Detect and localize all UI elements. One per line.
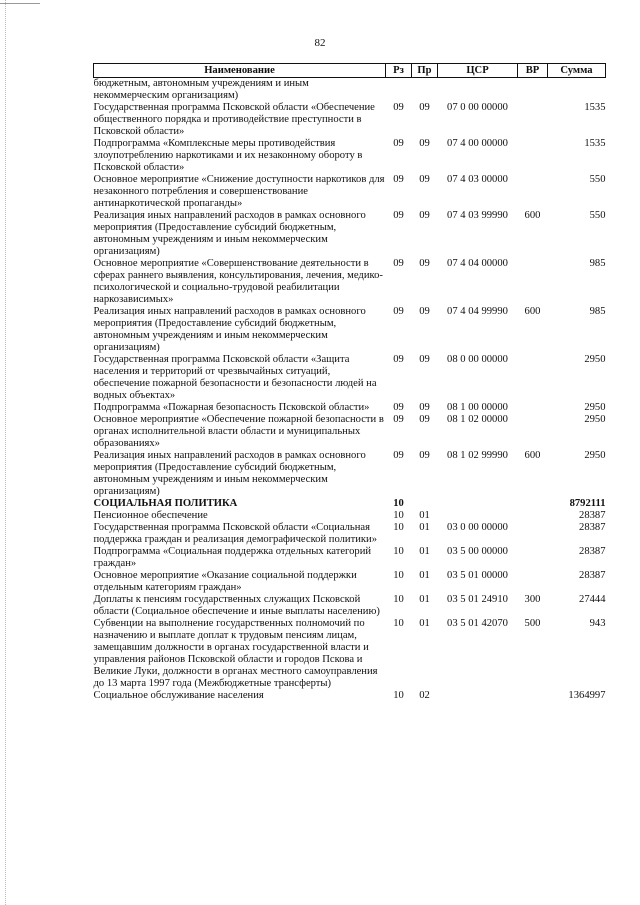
column-header-pr: Пр [412,64,438,78]
page-number: 82 [314,37,326,49]
cell-rz: 09 [393,174,404,185]
column-header-csr: ЦСР [438,64,518,78]
table-row [94,618,606,690]
cell-csr: 07 4 03 00000 [447,174,508,185]
cell-pr [412,498,438,510]
cell-vr [518,510,548,522]
cell-vr: 300 [524,594,541,605]
cell-vr [518,522,548,546]
cell-csr: 03 0 00 00000 [447,522,508,533]
cell-name: Реализация иных направлений расходов в рамках основного мероприятия (Предоставление субсидий бюджетным, автономным учреждениям и иным некоммерческим организациям) [93,450,366,497]
cell-csr [438,510,518,522]
cell-name: Государственная программа Псковской области «Защита населения и территорий от чрезвычайных ситуаций, обеспечение пожарной безопасности и безопасности людей на водных объектах» [93,354,377,401]
cell-sum: 8792111 [569,498,606,509]
cell-csr: 08 1 02 00000 [447,414,508,425]
cell-vr [518,174,548,210]
cell-vr [518,546,548,570]
cell-rz: 09 [393,258,404,269]
cell-pr: 09 [419,174,430,185]
cell-pr: 01 [419,522,430,533]
cell-pr: 09 [419,402,430,413]
cell-vr [518,138,548,174]
cell-csr [438,78,518,103]
cell-pr: 09 [419,414,430,425]
column-header-name: Наименование [94,64,386,78]
cell-vr [518,570,548,594]
scan-corner-mark [0,3,40,4]
cell-name: СОЦИАЛЬНАЯ ПОЛИТИКА [93,498,238,509]
cell-rz: 09 [393,450,404,461]
cell-rz: 10 [393,510,404,521]
cell-name: Доплаты к пенсиям государственных служащих Псковской области (Социальное обеспечение и иные выплаты населению) [93,594,380,617]
cell-sum: 985 [589,306,606,317]
column-header-vr: ВР [518,64,548,78]
cell-rz: 09 [393,138,404,149]
cell-name: Основное мероприятие «Совершенствование деятельности в сферах раннего выявления, консультирования, лечения, медико-психологической и социально-трудовой реабилитации наркозависимых» [93,258,383,305]
cell-sum: 2950 [584,402,606,413]
table-row [94,258,606,306]
cell-rz: 10 [393,570,404,581]
cell-sum: 2950 [584,414,606,425]
cell-csr: 03 5 01 24910 [447,594,508,605]
cell-pr: 02 [419,690,430,701]
table-header-row [94,64,606,78]
cell-csr [438,498,518,510]
cell-name: бюджетным, автономным учреждениям и иным некоммерческим организациям) [93,78,309,101]
cell-csr: 07 4 04 00000 [447,258,508,269]
cell-rz: 10 [393,690,404,701]
cell-sum: 550 [589,174,606,185]
cell-rz: 10 [393,522,404,533]
cell-rz: 09 [393,354,404,365]
cell-sum: 27444 [579,594,606,605]
cell-pr: 01 [419,546,430,557]
cell-sum [548,78,606,103]
cell-vr [518,402,548,414]
table-row [94,354,606,402]
cell-vr [518,690,548,702]
cell-pr: 09 [419,210,430,221]
cell-csr: 08 1 02 99990 [447,450,508,461]
cell-name: Основное мероприятие «Обеспечение пожарной безопасности в органах исполнительной власти области и муниципальных образованиях» [93,414,384,449]
cell-rz [386,78,412,103]
cell-sum: 550 [589,210,606,221]
cell-csr: 07 0 00 00000 [447,102,508,113]
cell-sum: 2950 [584,354,606,365]
table-row [94,510,606,522]
column-header-rz: Рз [386,64,412,78]
cell-rz: 10 [393,594,404,605]
cell-rz: 09 [393,102,404,113]
cell-csr: 03 5 00 00000 [447,546,508,557]
cell-vr [518,498,548,510]
cell-sum: 2950 [584,450,606,461]
table-row [94,210,606,258]
cell-sum: 28387 [579,570,606,581]
cell-vr [518,102,548,138]
cell-vr [518,258,548,306]
cell-sum: 1535 [584,102,606,113]
cell-vr [518,78,548,103]
cell-vr: 600 [524,306,541,317]
cell-vr: 600 [524,450,541,461]
cell-pr [412,78,438,103]
table-row [94,402,606,414]
cell-csr: 07 4 03 99990 [447,210,508,221]
cell-name: Основное мероприятие «Оказание социальной поддержки отдельным категориям граждан» [93,570,357,593]
cell-sum: 28387 [579,522,606,533]
cell-name: Основное мероприятие «Снижение доступности наркотиков для незаконного потребления и совершенствование антинаркотической пропаганды» [93,174,385,209]
cell-name: Социальное обслуживание населения [93,690,264,701]
cell-rz: 09 [393,402,404,413]
cell-pr: 09 [419,450,430,461]
table-row [94,546,606,570]
table-row [94,414,606,450]
table-row [94,102,606,138]
column-header-sum: Сумма [548,64,606,78]
cell-rz: 09 [393,414,404,425]
cell-sum: 943 [589,618,606,629]
cell-name: Субвенции на выполнение государственных полномочий по назначению и выплате доплат к трудовым пенсиям лицам, замещавшим должности в органах государственной власти и управления районов Псковской области и городов Пскова и Великие Луки, должности в органах местного самоуправления до 13 марта 1997 года (Межбюджетные трансферты) [93,618,378,689]
cell-sum: 985 [589,258,606,269]
cell-pr: 01 [419,570,430,581]
cell-csr: 07 4 00 00000 [447,138,508,149]
cell-rz: 09 [393,210,404,221]
table-body [94,78,606,703]
cell-name: Подпрограмма «Пожарная безопасность Псковской области» [93,402,370,413]
cell-name: Государственная программа Псковской области «Обеспечение общественного порядка и противодействие преступности в Псковской области» [93,102,375,137]
cell-pr: 01 [419,510,430,521]
cell-csr: 08 1 00 00000 [447,402,508,413]
cell-pr: 09 [419,102,430,113]
cell-sum: 1535 [584,138,606,149]
cell-csr [438,690,518,702]
cell-csr: 03 5 01 42070 [447,618,508,629]
table-row [94,174,606,210]
table-row [94,306,606,354]
table-row [94,138,606,174]
cell-sum: 28387 [579,546,606,557]
table-row [94,690,606,702]
budget-table [93,63,606,702]
scan-edge-line [5,0,6,905]
table-row [94,450,606,498]
cell-pr: 01 [419,594,430,605]
cell-csr: 03 5 01 00000 [447,570,508,581]
cell-rz: 10 [393,618,404,629]
cell-name: Реализация иных направлений расходов в рамках основного мероприятия (Предоставление субсидий бюджетным, автономным учреждениям и иным некоммерческим организациям) [93,210,366,257]
table-row [94,498,606,510]
cell-pr: 09 [419,354,430,365]
cell-vr [518,414,548,450]
cell-name: Пенсионное обеспечение [93,510,208,521]
cell-name: Государственная программа Псковской области «Социальная поддержка граждан и реализация демографической политики» [93,522,377,545]
cell-rz: 10 [393,546,404,557]
cell-vr [518,354,548,402]
cell-name: Реализация иных направлений расходов в рамках основного мероприятия (Предоставление субсидий бюджетным, автономным учреждениям и иным некоммерческим организациям) [93,306,366,353]
cell-vr: 600 [524,210,541,221]
table-row [94,78,606,103]
cell-rz: 10 [393,498,404,509]
cell-sum: 28387 [579,510,606,521]
table-row [94,594,606,618]
table-row [94,522,606,546]
cell-name: Подпрограмма «Комплексные меры противодействия злоупотреблению наркотиками и их незаконному обороту в Псковской области» [93,138,363,173]
cell-sum: 1364997 [568,690,606,701]
cell-rz: 09 [393,306,404,317]
cell-csr: 08 0 00 00000 [447,354,508,365]
cell-pr: 09 [419,258,430,269]
cell-pr: 01 [419,618,430,629]
cell-name: Подпрограмма «Социальная поддержка отдельных категорий граждан» [93,546,372,569]
cell-csr: 07 4 04 99990 [447,306,508,317]
cell-vr: 500 [524,618,541,629]
table-row [94,570,606,594]
cell-pr: 09 [419,138,430,149]
cell-pr: 09 [419,306,430,317]
